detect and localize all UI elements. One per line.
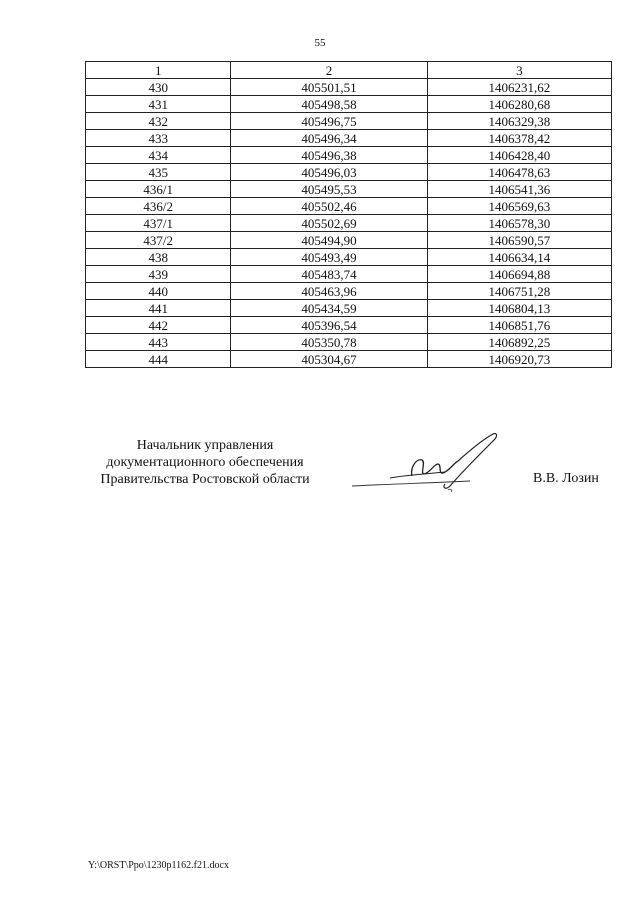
table-cell: 405501,51 xyxy=(231,79,427,96)
table-cell: 438 xyxy=(86,249,231,266)
signatory-title xyxy=(85,437,325,488)
table-cell: 405350,78 xyxy=(231,334,427,351)
table-cell: 405483,74 xyxy=(231,266,427,283)
table-cell: 1406920,73 xyxy=(427,351,611,368)
table-header-row xyxy=(86,62,612,79)
table-row xyxy=(86,147,612,164)
table-cell: 1406231,62 xyxy=(427,79,611,96)
table-row xyxy=(86,215,612,232)
table-cell: 405496,38 xyxy=(231,147,427,164)
table-cell: 431 xyxy=(86,96,231,113)
table-cell: 1406804,13 xyxy=(427,300,611,317)
table-cell: 405496,34 xyxy=(231,130,427,147)
table-cell: 1406694,88 xyxy=(427,266,611,283)
table-cell: 1406751,28 xyxy=(427,283,611,300)
table-cell: 1406478,63 xyxy=(427,164,611,181)
table-cell: 405494,90 xyxy=(231,232,427,249)
table-cell: 1406590,57 xyxy=(427,232,611,249)
table-cell: 405496,03 xyxy=(231,164,427,181)
table-cell: 435 xyxy=(86,164,231,181)
column-header: 2 xyxy=(231,62,427,79)
table-cell: 405502,46 xyxy=(231,198,427,215)
table-cell: 1406428,40 xyxy=(427,147,611,164)
table-cell: 405463,96 xyxy=(231,283,427,300)
table-cell: 1406569,63 xyxy=(427,198,611,215)
table-cell: 405498,58 xyxy=(231,96,427,113)
table-cell: 1406851,76 xyxy=(427,317,611,334)
table-cell: 436/1 xyxy=(86,181,231,198)
signatory-title-line: документационного обеспечения xyxy=(106,455,304,470)
table-row xyxy=(86,334,612,351)
table-row xyxy=(86,181,612,198)
table-cell: 441 xyxy=(86,300,231,317)
table-cell: 440 xyxy=(86,283,231,300)
table-row xyxy=(86,113,612,130)
table-cell: 1406578,30 xyxy=(427,215,611,232)
table-row xyxy=(86,79,612,96)
table-cell: 436/2 xyxy=(86,198,231,215)
file-path: Y:\ORST\Ppo\1230p1162.f21.docx xyxy=(88,860,229,871)
table-cell: 405495,53 xyxy=(231,181,427,198)
table-cell: 405496,75 xyxy=(231,113,427,130)
table-cell: 432 xyxy=(86,113,231,130)
table-cell: 437/1 xyxy=(86,215,231,232)
signatory-title-line: Начальник управления xyxy=(136,438,274,453)
table-row xyxy=(86,249,612,266)
table-cell: 443 xyxy=(86,334,231,351)
coordinates-table xyxy=(85,61,612,368)
table-cell: 1406892,25 xyxy=(427,334,611,351)
table-cell: 1406378,42 xyxy=(427,130,611,147)
table-cell: 405502,69 xyxy=(231,215,427,232)
table-row xyxy=(86,300,612,317)
table-cell: 437/2 xyxy=(86,232,231,249)
column-header: 3 xyxy=(427,62,611,79)
table-cell: 405304,67 xyxy=(231,351,427,368)
table-row xyxy=(86,232,612,249)
table-cell: 1406541,36 xyxy=(427,181,611,198)
table-cell: 430 xyxy=(86,79,231,96)
table-row xyxy=(86,266,612,283)
handwritten-signature xyxy=(350,428,510,498)
table-cell: 405396,54 xyxy=(231,317,427,334)
table-row xyxy=(86,96,612,113)
table-cell: 442 xyxy=(86,317,231,334)
table-row xyxy=(86,130,612,147)
table-cell: 1406329,38 xyxy=(427,113,611,130)
table-cell: 439 xyxy=(86,266,231,283)
table-row xyxy=(86,351,612,368)
table-row xyxy=(86,283,612,300)
table-cell: 434 xyxy=(86,147,231,164)
table-cell: 444 xyxy=(86,351,231,368)
table-cell: 1406280,68 xyxy=(427,96,611,113)
table-row xyxy=(86,317,612,334)
page-number: 55 xyxy=(314,37,326,49)
table-cell: 405434,59 xyxy=(231,300,427,317)
table-row xyxy=(86,164,612,181)
signatory-name: В.В. Лозин xyxy=(533,471,599,486)
table-cell: 405493,49 xyxy=(231,249,427,266)
table-cell: 1406634,14 xyxy=(427,249,611,266)
column-header: 1 xyxy=(86,62,231,79)
signatory-title-line: Правительства Ростовской области xyxy=(100,472,310,487)
table-cell: 433 xyxy=(86,130,231,147)
table-row xyxy=(86,198,612,215)
